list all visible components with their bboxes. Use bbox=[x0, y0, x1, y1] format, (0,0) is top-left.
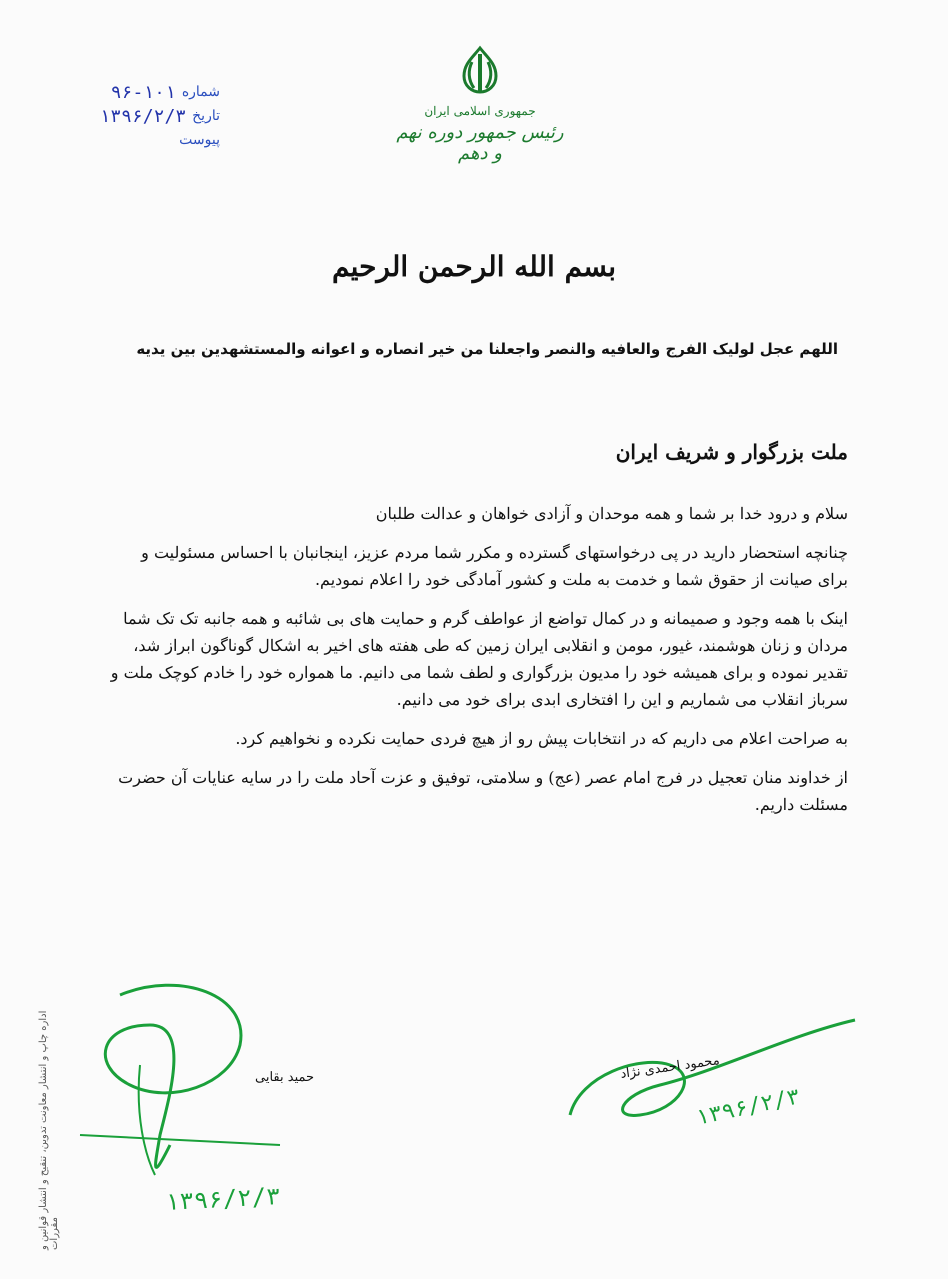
paragraph-closing: از خداوند منان تعجیل در فرج امام عصر (عج) و سلامتی، توفیق و عزت آحاد ملت را در سایه عنایات آن حضرت مسئلت داریم. bbox=[118, 768, 848, 814]
iran-emblem-icon bbox=[450, 40, 510, 100]
prayer-line: اللهم عجل لولیک الفرج والعافیه والنصر واجعلنا من خیر انصاره و اعوانه والمستشهدین بین یدیه bbox=[136, 340, 838, 358]
side-caption: اداره چاپ و انتشار معاونت تدوین، تنقیح و انتشار قوانین و مقررات bbox=[38, 1010, 60, 1250]
reg-attachment-row bbox=[20, 128, 220, 152]
letterhead bbox=[395, 40, 565, 164]
signature-right-date: ۱۳۹۶/۲/۳ bbox=[693, 1084, 803, 1131]
salutation: ملت بزرگوار و شریف ایران bbox=[615, 440, 848, 464]
reg-attachment-label: پیوست bbox=[179, 132, 220, 148]
signature-right-name: محمود احمدی نژاد bbox=[619, 1053, 721, 1082]
reg-date-row bbox=[20, 104, 220, 128]
reg-number-row bbox=[20, 80, 220, 104]
letterhead-subtitle: رئیس جمهور دوره نهم و دهم bbox=[396, 122, 564, 164]
reg-number-value: ۹۶-۱۰۱ bbox=[110, 81, 176, 103]
reg-number-label: شماره bbox=[181, 84, 220, 100]
paragraph-greeting: سلام و درود خدا بر شما و همه موحدان و آزادی خواهان و عدالت طلبان bbox=[375, 504, 848, 523]
letter-body bbox=[108, 500, 848, 830]
paragraph-gratitude: اینک با همه وجود و صمیمانه و در کمال تواضع از عواطف گرم و حمایت های بی شائبه و همه جانبه تک تک شما مردان و زنان هوشمند، غیور، مومن و انقلابی ایران زمین که طی هفته های اخیر به اشکال گوناگون ابراز شد، تقدیر نموده و برای همیشه خود را مدیون بزرگواری و لطف شما می دانیم. ما همواره خود را خادم کوچک ملت و سرباز انقلاب می شماریم و این را افتخاری ابدی برای خود می دانیم. bbox=[110, 609, 848, 709]
signature-left-date: ۱۳۹۶/۲/۳ bbox=[164, 1181, 282, 1217]
paragraph-announcement: چنانچه استحضار دارید در پی درخواستهای گسترده و مکرر شما مردم عزیز، اینجانبان با احساس مسئولیت و برای صیانت از حقوق شما و خدمت به ملت و کشور آمادگی خود را اعلام نمودیم. bbox=[141, 543, 848, 589]
signature-left-name: حمید بقایی bbox=[255, 1070, 315, 1085]
signature-left bbox=[60, 975, 320, 1245]
registration-block bbox=[20, 80, 220, 152]
signature-right bbox=[560, 1015, 880, 1185]
paragraph-declaration: به صراحت اعلام می داریم که در انتخابات پیش رو از هیچ فردی حمایت نکرده و نخواهیم کرد. bbox=[235, 729, 848, 748]
reg-date-value: ۱۳۹۶/۲/۳ bbox=[99, 105, 187, 127]
letterhead-title: جمهوری اسلامی ایران bbox=[424, 104, 536, 118]
reg-date-label: تاریخ bbox=[192, 108, 220, 124]
bismillah-heading: بسم الله الرحمن الرحیم bbox=[332, 250, 616, 283]
